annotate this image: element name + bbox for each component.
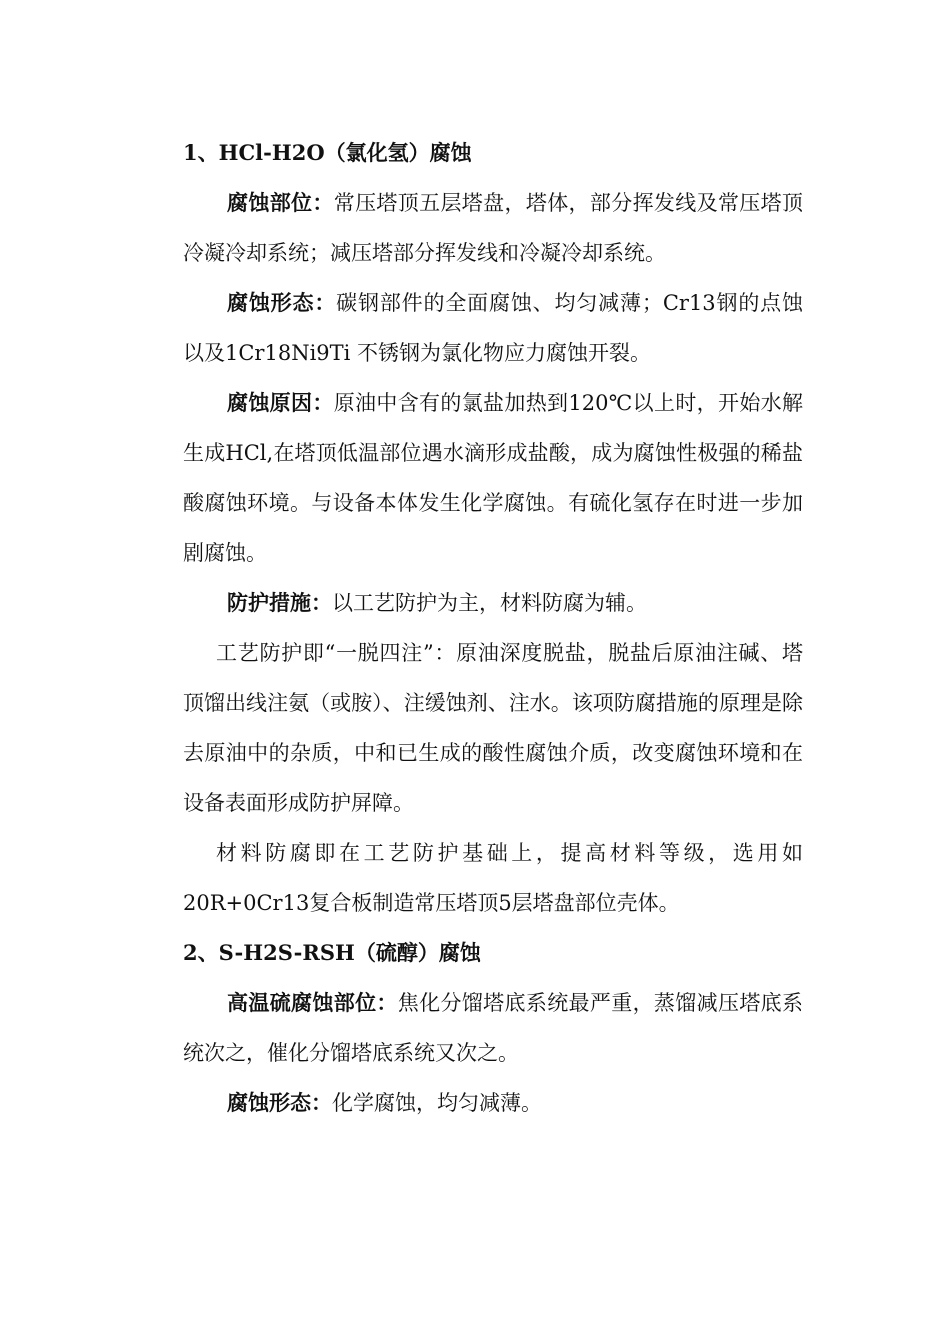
paragraph-text: 碳钢部件的全面腐蚀、均匀减薄；Cr13钢的点蚀以及1Cr18Ni9Ti 不锈钢为氯化物应力腐蚀开裂。 <box>183 291 804 365</box>
paragraph-text: 原油中含有的氯盐加热到120℃以上时，开始水解生成HCl,在塔顶低温部位遇水滴形成盐酸，成为腐蚀性极强的稀盐酸腐蚀环境。与设备本体发生化学腐蚀。有硫化氢存在时进一步加剧腐蚀。 <box>183 391 803 565</box>
paragraph-label: 腐蚀形态： <box>227 1090 332 1115</box>
section-1-cause-paragraph <box>183 378 803 578</box>
section-1-material-protection-paragraph: 材料防腐即在工艺防护基础上，提高材料等级，选用如20R+0Cr13复合板制造常压塔顶5层塔盘部位壳体。 <box>183 841 803 915</box>
section-1-heading: 1、HCl-H2O（氯化氢）腐蚀 <box>183 140 472 165</box>
paragraph-label: 防护措施： <box>227 590 332 615</box>
paragraph-label: 腐蚀原因： <box>227 390 334 415</box>
section-2-heading: 2、S-H2S-RSH（硫醇）腐蚀 <box>183 940 481 965</box>
paragraph-text: 常压塔顶五层塔盘，塔体，部分挥发线及常压塔顶冷凝冷却系统；减压塔部分挥发线和冷凝冷却系统。 <box>183 191 804 265</box>
paragraph-label: 高温硫腐蚀部位： <box>227 990 398 1015</box>
section-1-protection-paragraph <box>183 578 803 628</box>
document-body <box>183 128 803 1128</box>
section-1-location-paragraph <box>183 178 803 278</box>
paragraph-label: 腐蚀形态： <box>227 290 337 315</box>
paragraph-text: 焦化分馏塔底系统最严重，蒸馏减压塔底系统次之，催化分馏塔底系统又次之。 <box>183 991 804 1065</box>
paragraph-label: 腐蚀部位： <box>227 190 334 215</box>
section-2-form-paragraph <box>183 1078 803 1128</box>
section-1-process-protection-paragraph: 工艺防护即“一脱四注”：原油深度脱盐，脱盐后原油注碱、塔顶馏出线注氨（或胺）、注缓蚀剂、注水。该项防腐措施的原理是除去原油中的杂质，中和已生成的酸性腐蚀介质，改变腐蚀环境和在设备表面形成防护屏障。 <box>183 641 803 815</box>
section-2-location-paragraph <box>183 978 803 1078</box>
paragraph-text: 以工艺防护为主，材料防腐为辅。 <box>332 591 647 615</box>
section-1-form-paragraph <box>183 278 803 378</box>
paragraph-text: 化学腐蚀，均匀减薄。 <box>332 1091 542 1115</box>
